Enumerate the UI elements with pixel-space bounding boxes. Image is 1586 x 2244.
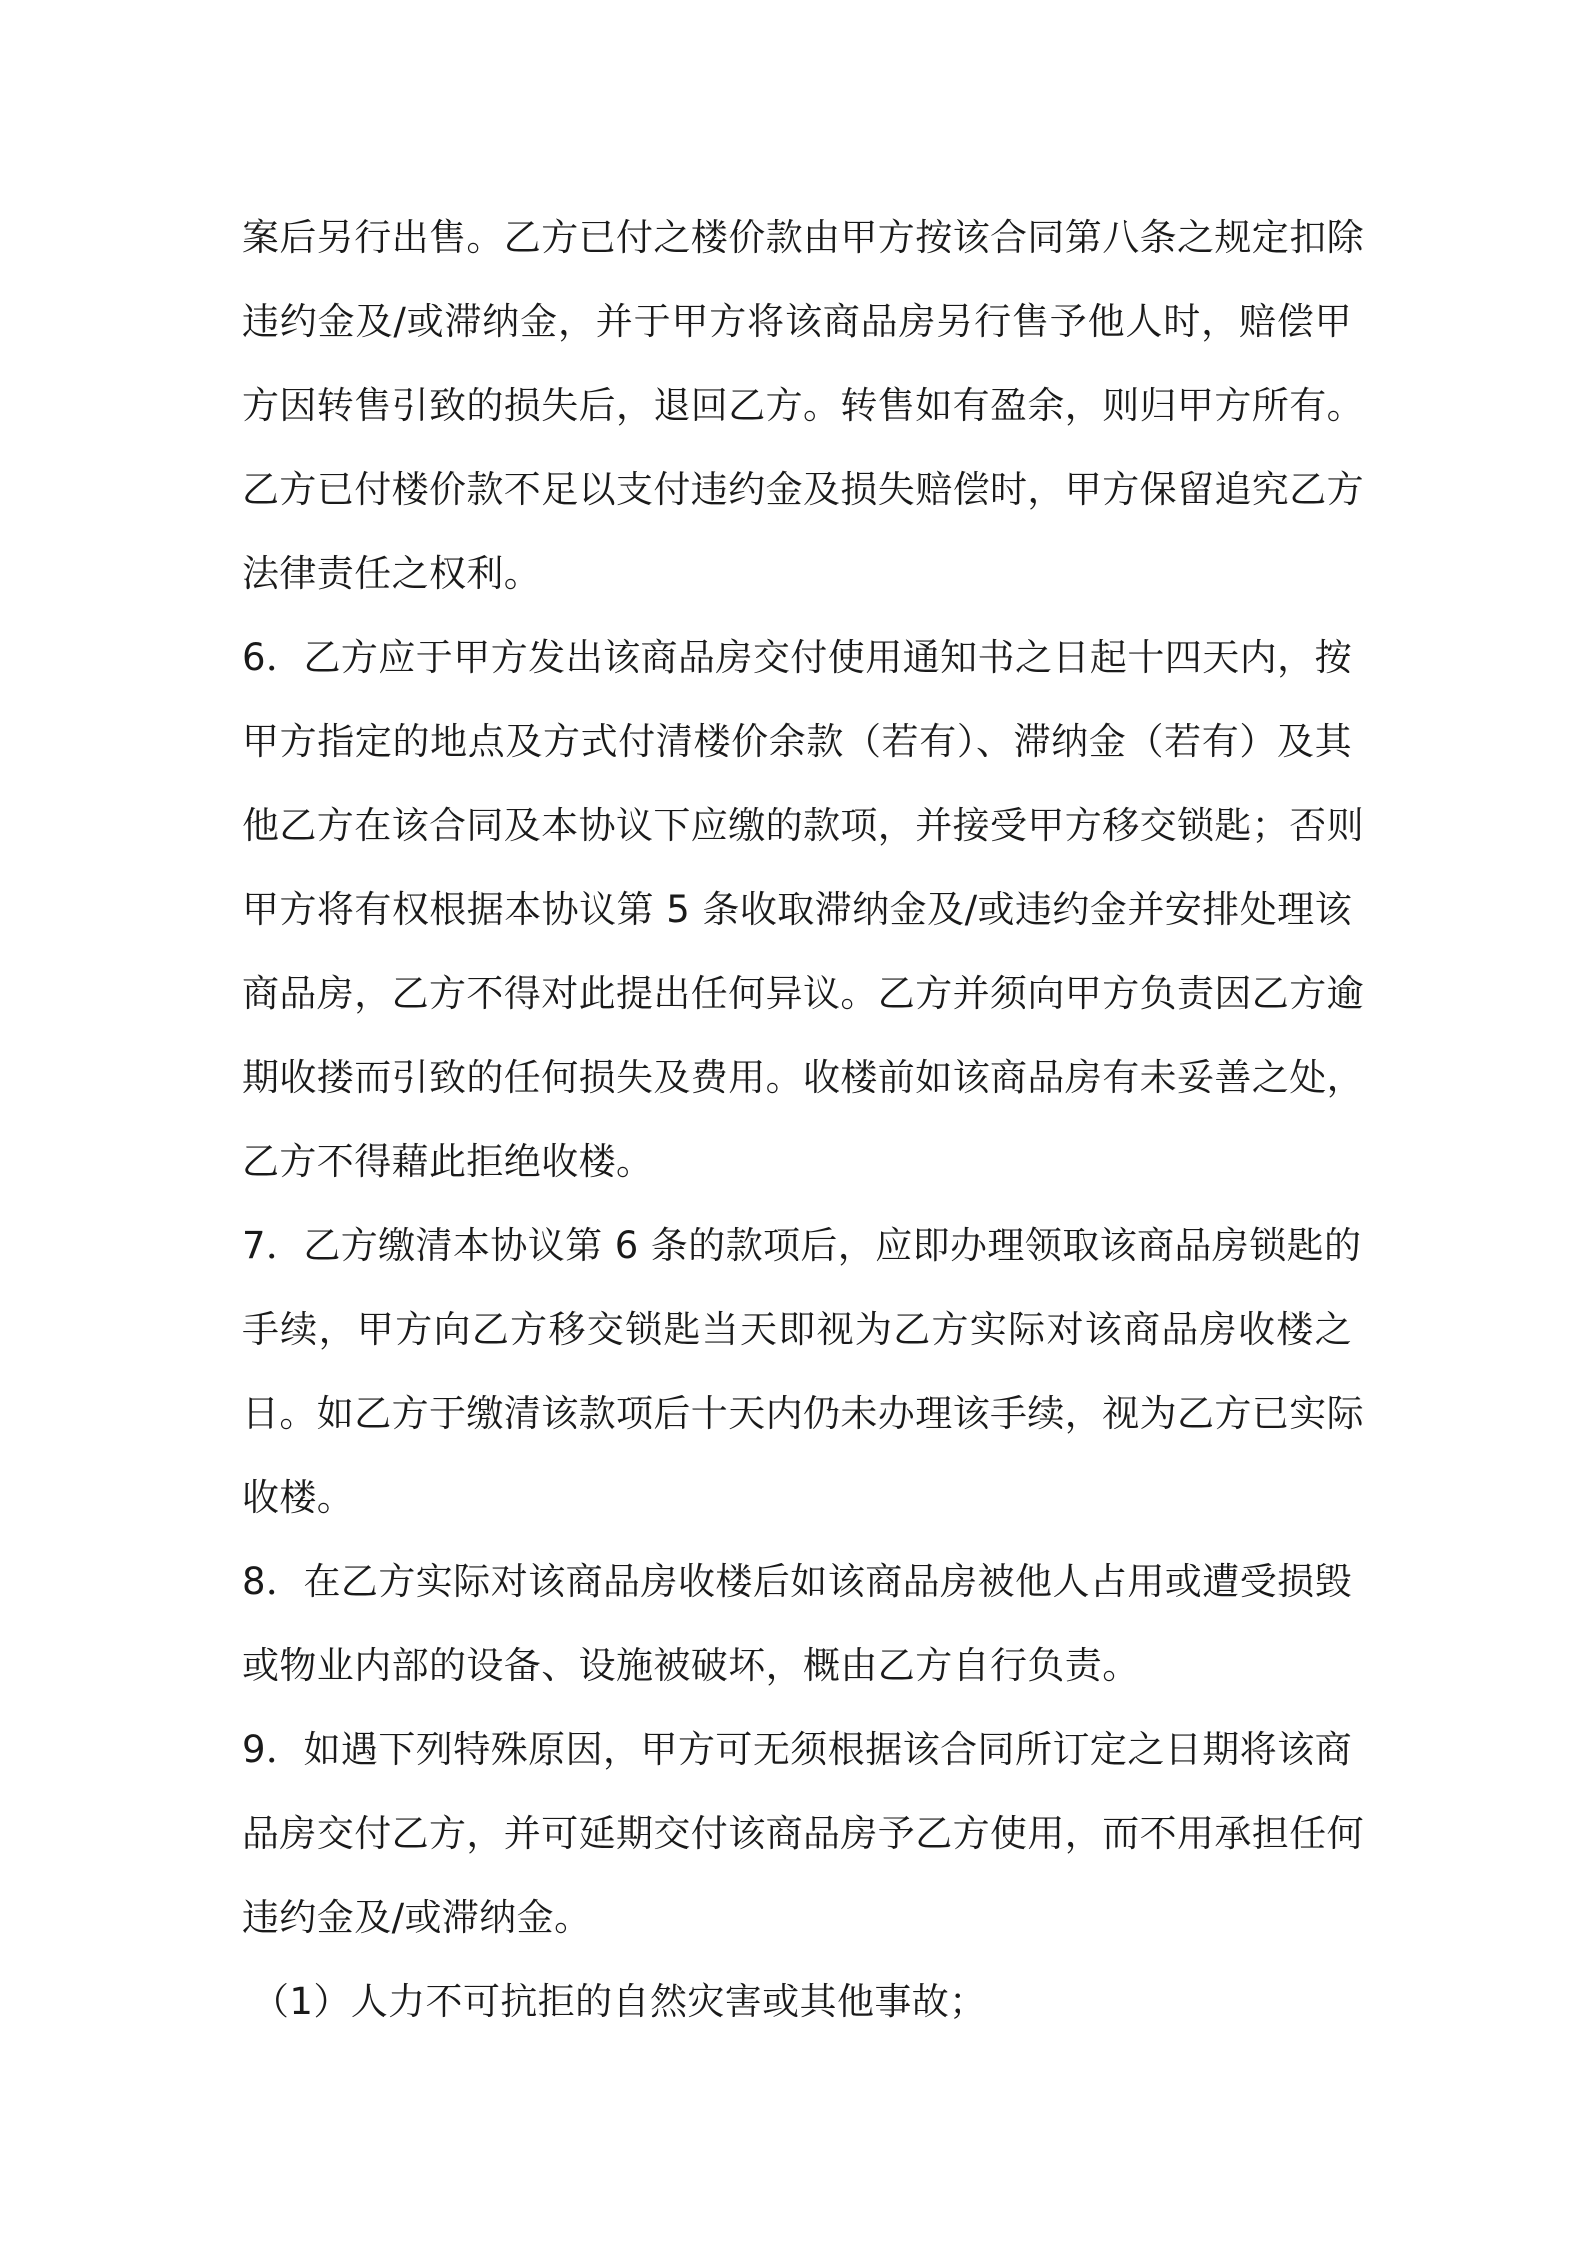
document-line: 期收搂而引致的任何损失及费用。收楼前如该商品房有未妥善之处，	[242, 1056, 1364, 1099]
document-line: 违约金及/或滞纳金。	[242, 1896, 592, 1939]
document-line: 甲方指定的地点及方式付清楼价余款（若有）、滞纳金（若有）及其	[242, 720, 1352, 763]
document-line: 日。如乙方于缴清该款项后十天内仍未办理该手续，视为乙方已实际	[242, 1392, 1364, 1435]
document-line: 乙方不得藉此拒绝收楼。	[242, 1140, 654, 1183]
document-line: 他乙方在该合同及本协议下应缴的款项，并接受甲方移交锁匙；否则	[242, 804, 1364, 847]
document-line: 收楼。	[242, 1476, 355, 1519]
document-line: 8．在乙方实际对该商品房收楼后如该商品房被他人占用或遭受损毁	[242, 1560, 1352, 1603]
document-line: 6．乙方应于甲方发出该商品房交付使用通知书之日起十四天内，按	[242, 636, 1352, 679]
document-line: 7．乙方缴清本协议第 6 条的款项后，应即办理领取该商品房锁匙的	[242, 1224, 1362, 1267]
document-line: 或物业内部的设备、设施被破坏，概由乙方自行负责。	[242, 1644, 1140, 1687]
document-line: 违约金及/或滞纳金，并于甲方将该商品房另行售予他人时，赔偿甲	[242, 300, 1352, 343]
document-line: 甲方将有权根据本协议第 5 条收取滞纳金及/或违约金并安排处理该	[242, 888, 1352, 931]
document-line: 乙方已付楼价款不足以支付违约金及损失赔偿时，甲方保留追究乙方	[242, 468, 1364, 511]
document-body	[242, 196, 1364, 2044]
document-line: 案后另行出售。乙方已付之楼价款由甲方按该合同第八条之规定扣除	[242, 216, 1364, 259]
document-line: 法律责任之权利。	[242, 552, 542, 595]
document-line: 品房交付乙方，并可延期交付该商品房予乙方使用，而不用承担任何	[242, 1812, 1364, 1855]
document-line: （1）人力不可抗拒的自然灾害或其他事故；	[252, 1980, 987, 2023]
document-line: 方因转售引致的损失后，退回乙方。转售如有盈余，则归甲方所有。	[242, 384, 1364, 427]
document-line: 手续，甲方向乙方移交锁匙当天即视为乙方实际对该商品房收楼之	[242, 1308, 1352, 1351]
document-line: 9．如遇下列特殊原因，甲方可无须根据该合同所订定之日期将该商	[242, 1728, 1352, 1771]
document-line: 商品房，乙方不得对此提出任何异议。乙方并须向甲方负责因乙方逾	[242, 972, 1364, 1015]
